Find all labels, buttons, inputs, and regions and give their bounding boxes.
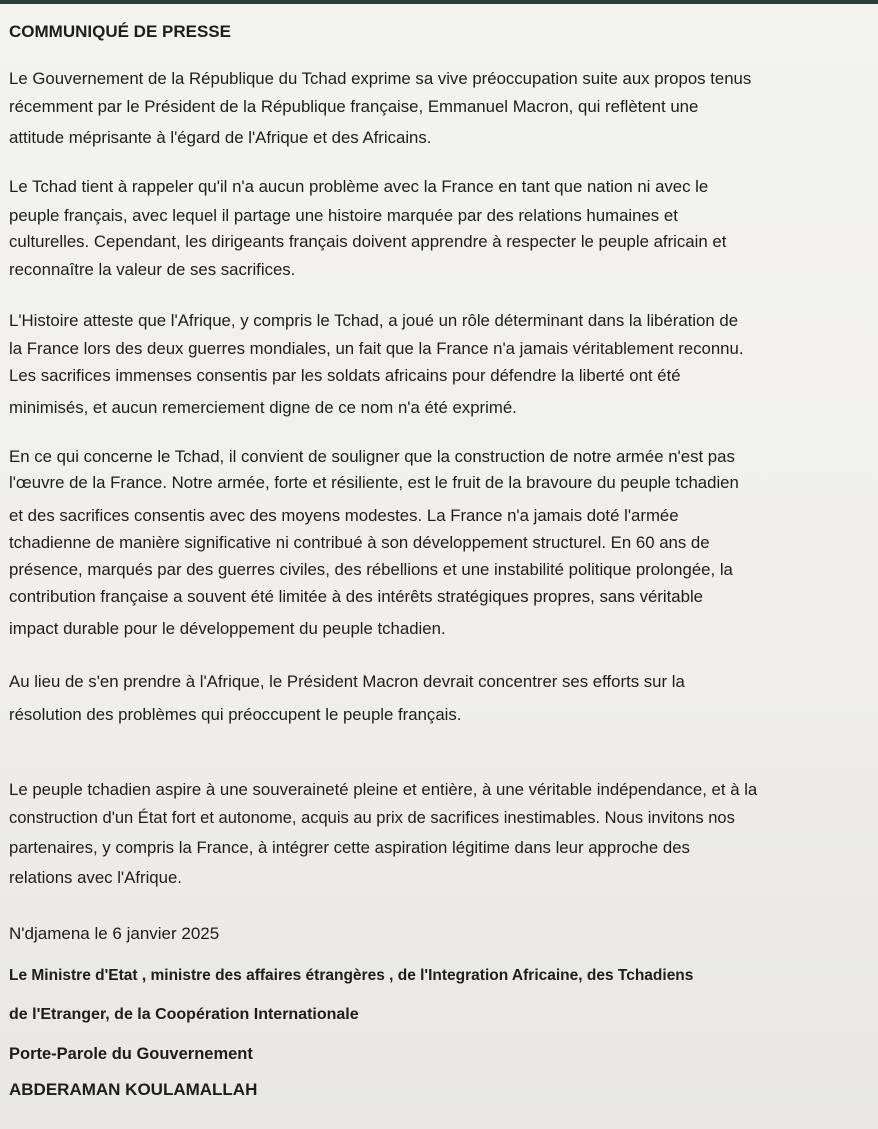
place-date: N'djamena le 6 janvier 2025 [9, 924, 220, 943]
paragraph-4-line-7: impact durable pour le développement du peuple tchadien. [9, 619, 446, 638]
paragraph-4-line-6: contribution française a souvent été limitée à des intérêts stratégiques propres, sans véritable [9, 587, 704, 606]
paragraph-4-line-3: et des sacrifices consentis avec des moyens modestes. La France n'a jamais doté l'armée [9, 506, 679, 525]
paragraph-3-line-2: la France lors des deux guerres mondiales, un fait que la France n'a jamais véritablement reconnu. [9, 339, 744, 358]
paragraph-1-line-2: récemment par le Président de la République française, Emmanuel Macron, qui reflètent une [9, 97, 699, 116]
paragraph-4-line-2: l'œuvre de la France. Notre armée, forte et résiliente, est le fruit de la bravoure du peuple tchadien [9, 473, 739, 492]
paragraph-6-line-4: relations avec l'Afrique. [9, 868, 182, 887]
press-release-page [0, 4, 878, 1129]
paragraph-4-line-4: tchadienne de manière significative ni contribué à son développement structurel. En 60 ans de [9, 533, 710, 552]
paragraph-2-line-2: peuple français, avec lequel il partage une histoire marquée par des relations humaines et [9, 206, 678, 225]
paragraph-6-line-3: partenaires, y compris la France, à intégrer cette aspiration légitime dans leur approche des [9, 838, 690, 857]
paragraph-2-line-4: reconnaître la valeur de ses sacrifices. [9, 260, 296, 279]
signature-title-line-2: de l'Etranger, de la Coopération Internationale [9, 1006, 359, 1023]
paragraph-6-line-2: construction d'un État fort et autonome, acquis au prix de sacrifices inestimables. Nous invitons nos [9, 809, 735, 827]
paragraph-5-line-1: Au lieu de s'en prendre à l'Afrique, le Président Macron devrait concentrer ses efforts sur la [9, 672, 685, 691]
paragraph-6-line-1: Le peuple tchadien aspire à une souveraineté pleine et entière, à une véritable indépendance, et à la [9, 780, 758, 799]
paragraph-4-line-5: présence, marqués par des guerres civiles, des rébellions et une instabilité politique prolongée, la [9, 560, 733, 579]
paragraph-3-line-3: Les sacrifices immenses consentis par les soldats africains pour défendre la liberté ont été [9, 366, 681, 385]
paragraph-2-line-3: culturelles. Cependant, les dirigeants français doivent apprendre à respecter le peuple africain et [9, 232, 727, 251]
paragraph-3-line-4: minimisés, et aucun remerciement digne de ce nom n'a été exprimé. [9, 398, 517, 417]
paragraph-3-line-1: L'Histoire atteste que l'Afrique, y compris le Tchad, a joué un rôle déterminant dans la libération de [9, 311, 739, 330]
signature-name: ABDERAMAN KOULAMALLAH [9, 1080, 258, 1099]
signature-role: Porte-Parole du Gouvernement [9, 1045, 253, 1063]
document-title: COMMUNIQUÉ DE PRESSE [9, 22, 231, 41]
paragraph-4-line-1: En ce qui concerne le Tchad, il convient de souligner que la construction de notre armée n'est pas [9, 447, 735, 466]
paragraph-5-line-2: résolution des problèmes qui préoccupent le peuple français. [9, 705, 462, 724]
signature-title-line-1: Le Ministre d'Etat , ministre des affaires étrangères , de l'Integration Africaine, des Tchadiens [9, 967, 694, 984]
paragraph-1-line-1: Le Gouvernement de la République du Tchad exprime sa vive préoccupation suite aux propos tenus [9, 69, 752, 88]
paragraph-2-line-1: Le Tchad tient à rappeler qu'il n'a aucun problème avec la France en tant que nation ni avec le [9, 177, 709, 196]
paragraph-1-line-3: attitude méprisante à l'égard de l'Afrique et des Africains. [9, 128, 432, 147]
